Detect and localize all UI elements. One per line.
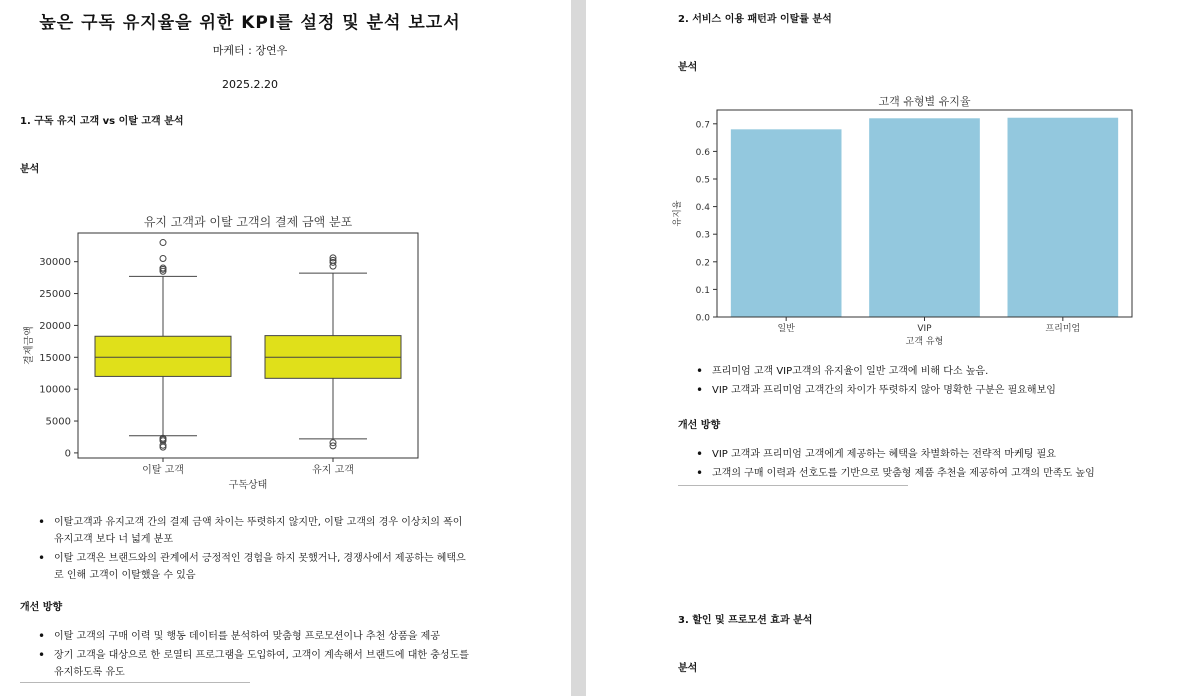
y-tick-label: 0.0: [695, 313, 710, 324]
bullet-item: • 이탈 고객의 구매 이력 및 행동 데이터를 분석하여 맞춤형 프로모션이나 추천 상품을 제공: [36, 628, 474, 645]
chart-title: 고객 유형별 유지율: [878, 95, 971, 108]
y-tick-label: 0.6: [695, 147, 710, 158]
divider: [678, 485, 908, 486]
x-tick-label: 프리미엄: [1045, 324, 1081, 334]
bullet-item: • 이탈 고객은 브랜드와의 관계에서 긍정적인 경험을 하지 못했거나, 경쟁사에서 제공하는 혜택으로 인해 고객이 이탈했을 수 있음: [36, 550, 474, 584]
right-page: [586, 0, 1191, 696]
bullet-item: • 장기 고객을 대상으로 한 로열티 프로그램을 도입하여, 고객이 계속해서 브랜드에 대한 충성도를 유지하도록 유도: [36, 647, 474, 681]
box: [95, 336, 231, 376]
bullet-item: • 이탈고객과 유지고객 간의 결제 금액 차이는 뚜렷하지 않지만, 이탈 고객의 경우 이상치의 폭이 유지고객 보다 너 넓게 분포: [36, 514, 474, 548]
chart-title: 유지 고객과 이탈 고객의 결제 금액 분포: [143, 215, 353, 229]
bullet-item: • VIP 고객과 프리미엄 고객에게 제공하는 혜택을 차별화하는 전략적 마케팅 필요: [694, 446, 1134, 463]
y-tick-label: 0.4: [695, 203, 710, 214]
bar: [869, 118, 980, 317]
y-tick-label: 0.5: [695, 175, 710, 186]
x-tick-label: VIP: [917, 324, 932, 334]
y-tick-label: 30000: [39, 257, 71, 269]
y-tick-label: 5000: [45, 416, 71, 428]
bullet-item: • 프리미엄 고객 VIP고객의 유지율이 일반 고객에 비해 다소 높음.: [694, 363, 1134, 380]
section1-heading: 1. 구독 유지 고객 vs 이탈 고객 분석: [20, 116, 184, 127]
x-axis-label: 고객 유형: [905, 337, 944, 347]
x-axis-label: 구독상태: [228, 480, 268, 491]
divider: [20, 682, 250, 683]
bar: [731, 129, 842, 317]
y-tick-label: 15000: [39, 352, 71, 364]
y-tick-label: 20000: [39, 320, 71, 332]
analysis-bullets: [694, 363, 1134, 401]
y-tick-label: 0.7: [695, 120, 710, 131]
bar-chart: [672, 88, 1142, 350]
outlier-point: [330, 263, 336, 269]
bullet-item: • 고객의 구매 이력과 선호도를 기반으로 맞춤형 제품 추천을 제공하여 고객의 만족도 높임: [694, 465, 1134, 482]
improve-bullets: [694, 446, 1134, 484]
y-tick-label: 0.2: [695, 258, 710, 269]
report-date: 2025.2.20: [222, 78, 278, 91]
y-tick-label: 10000: [39, 384, 71, 396]
y-tick-label: 0.1: [695, 285, 710, 296]
section2-heading: 2. 서비스 이용 패턴과 이탈률 분석: [678, 14, 832, 25]
improve-heading: 개선 방향: [678, 420, 721, 431]
outlier-point: [160, 240, 166, 246]
bar: [1008, 118, 1119, 317]
y-tick-label: 0.3: [695, 230, 710, 241]
y-tick-label: 25000: [39, 289, 71, 301]
analysis-label: 분석: [20, 164, 40, 175]
analysis-label: 분석: [678, 663, 698, 674]
left-page: [0, 0, 571, 696]
y-axis-label: 유지율: [673, 200, 683, 227]
x-tick-label: 유지 고객: [312, 465, 354, 476]
page-gap: [571, 0, 586, 696]
y-axis-label: 결제금액: [24, 326, 35, 365]
improve-bullets: [36, 628, 474, 683]
bullet-item: • VIP 고객과 프리미엄 고객간의 차이가 뚜렷하지 않아 명확한 구분은 필요해보임: [694, 382, 1134, 399]
author-line: 마케터 : 장연우: [212, 44, 288, 57]
boxplot-chart: [20, 208, 430, 498]
analysis-label: 분석: [678, 62, 698, 73]
improve-heading: 개선 방향: [20, 602, 63, 613]
analysis-bullets: [36, 514, 474, 586]
outlier-point: [160, 255, 166, 261]
section3-heading: 3. 할인 및 프로모션 효과 분석: [678, 615, 813, 626]
y-tick-label: 0: [64, 448, 71, 460]
document-title: 높은 구독 유지율을 위한 KPI를 설정 및 분석 보고서: [39, 13, 461, 33]
x-tick-label: 일반: [777, 324, 795, 334]
x-tick-label: 이탈 고객: [142, 465, 184, 476]
